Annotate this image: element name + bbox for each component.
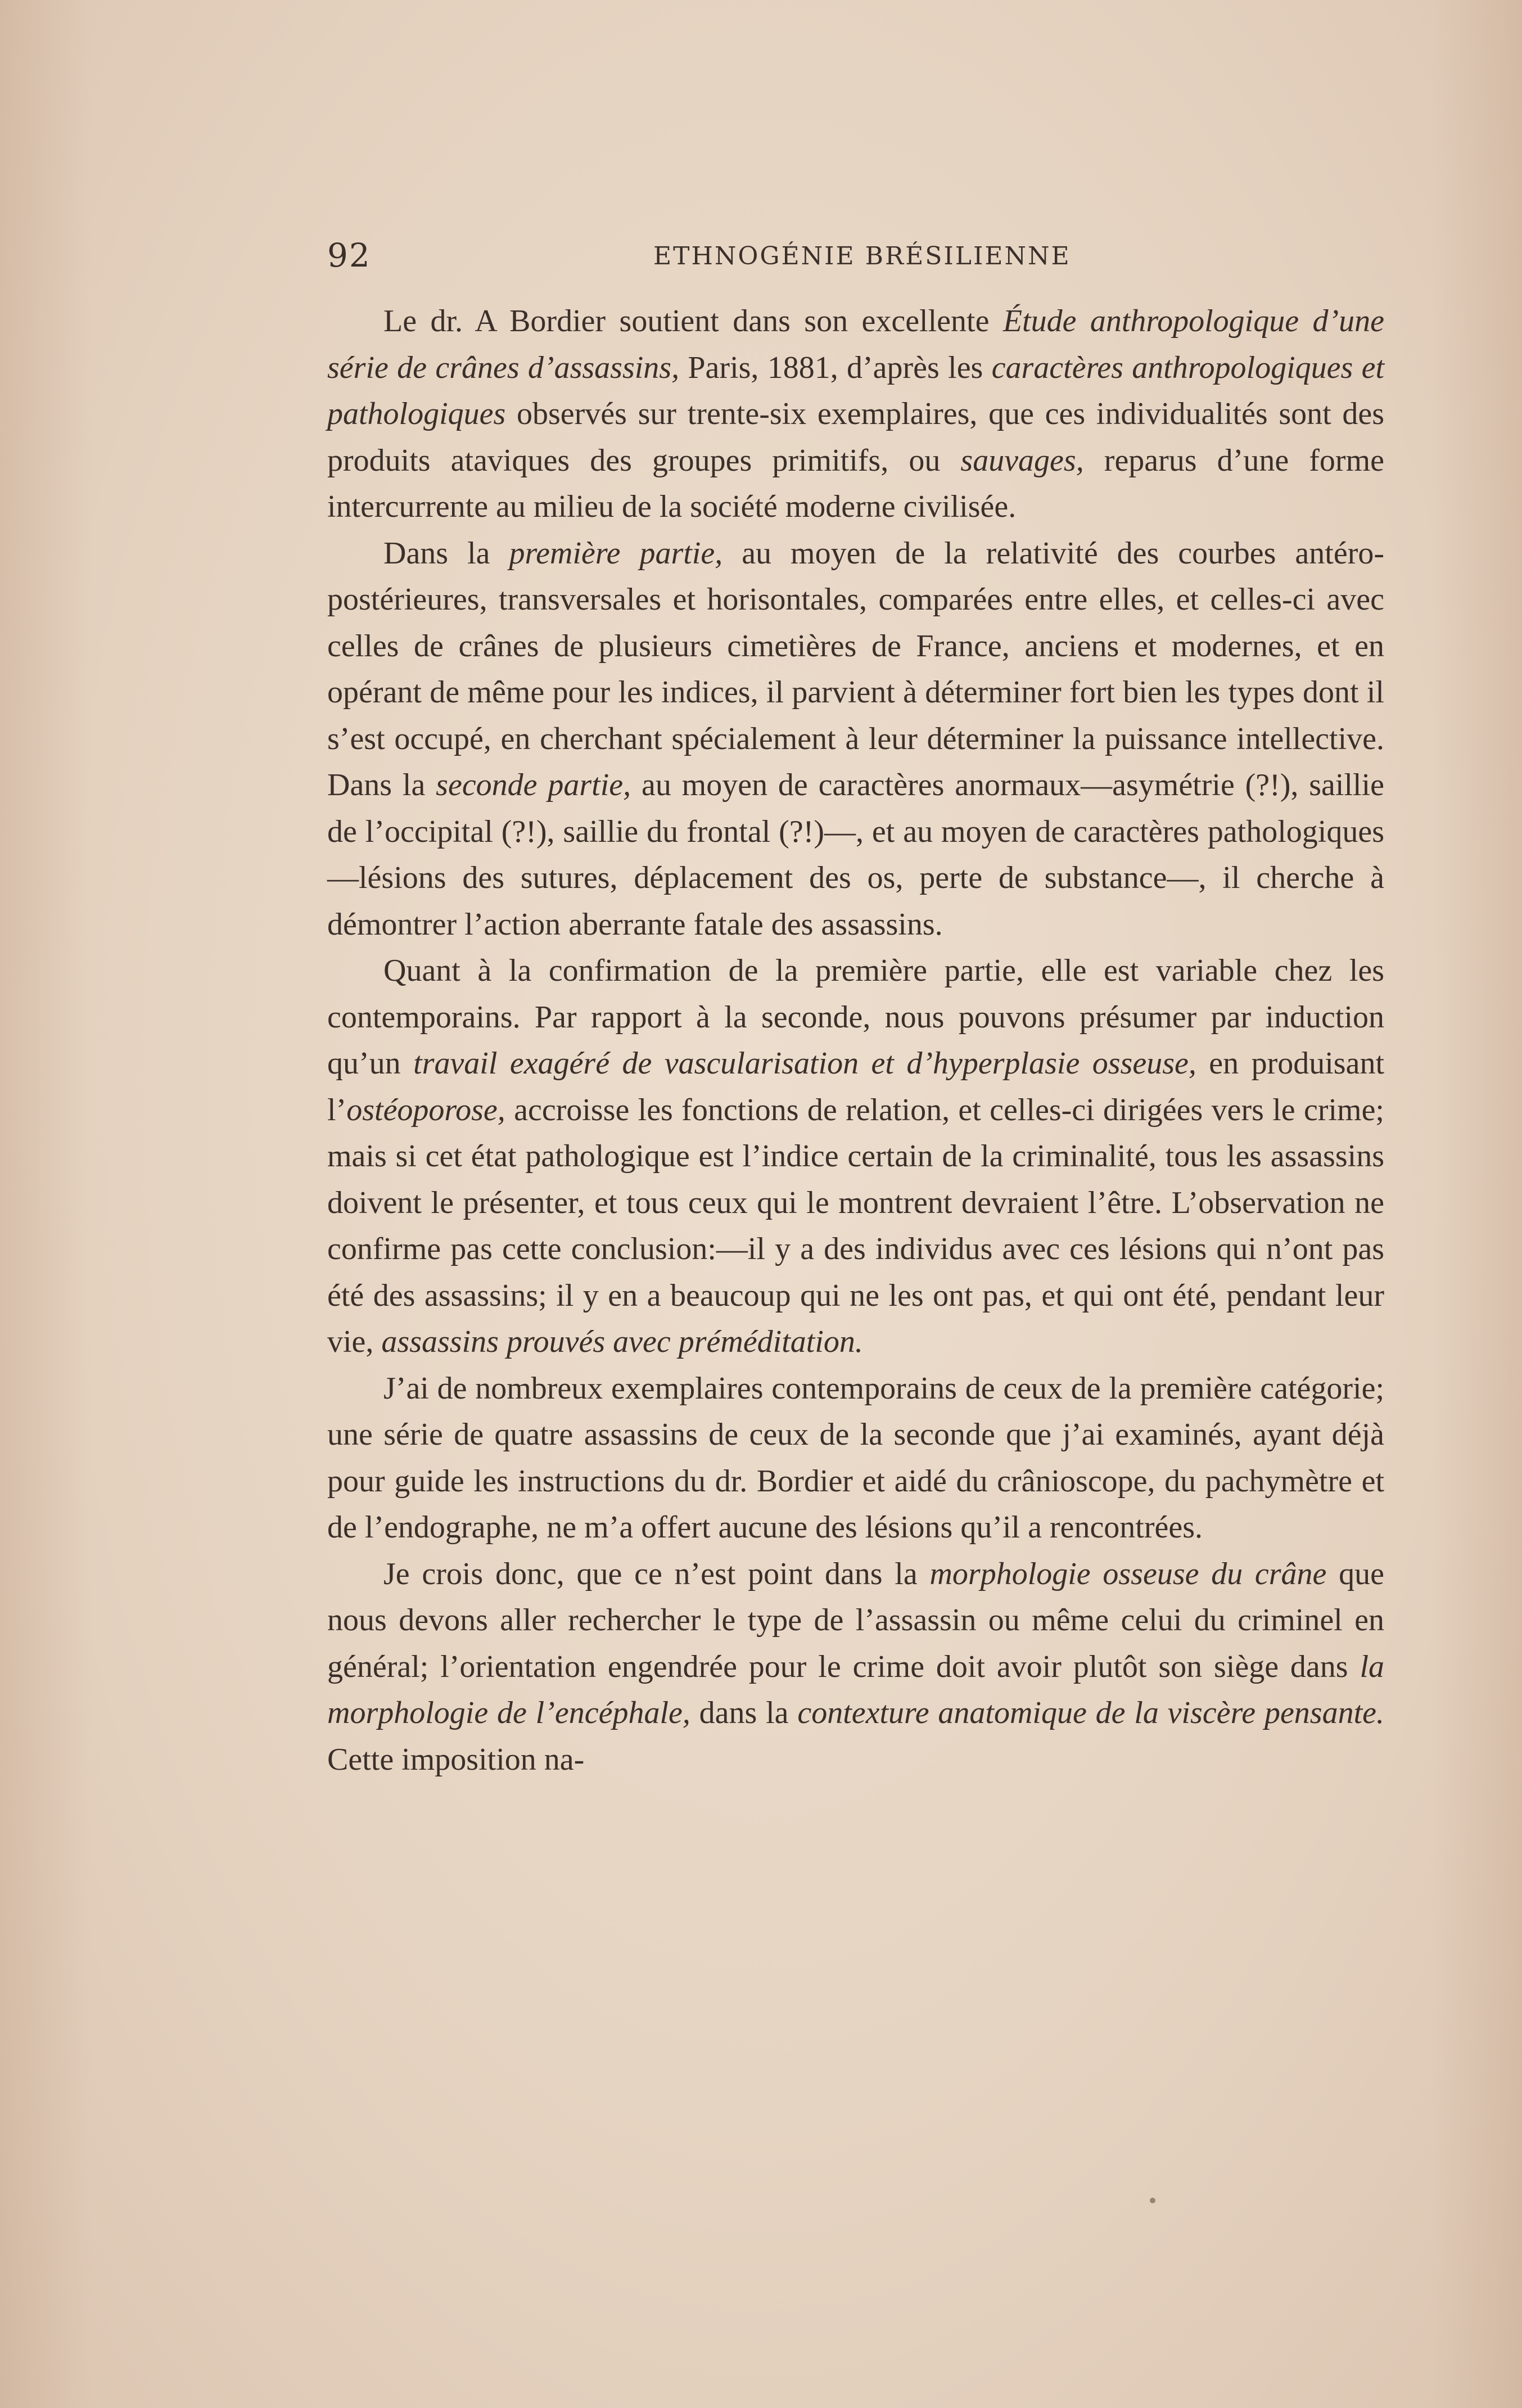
paragraph-2	[327, 530, 1384, 948]
running-title: ETHNOGÉNIE BRÉSILIENNE	[653, 242, 1071, 270]
italic-text: seconde partie,	[436, 768, 631, 802]
page-header	[327, 236, 1361, 281]
italic-text: contexture anatomique de la viscère pensante.	[797, 1695, 1384, 1730]
text-segment: en produisant l’	[327, 1046, 1385, 1128]
italic-text: première partie,	[509, 535, 723, 571]
paragraph-3	[327, 948, 1384, 1365]
text-segment: observés sur trente-six exemplaires, que ces individualités sont des produits ataviques des groupes primitifs, ou	[327, 396, 1384, 478]
italic-text: morphologie osseuse du crâne	[929, 1556, 1327, 1591]
text-segment: Cette imposition na-	[327, 1742, 585, 1777]
italic-text: assassins prouvés avec préméditation.	[381, 1324, 863, 1359]
body-text	[327, 298, 1384, 1783]
text-segment: que nous devons aller rechercher le type de l’assassin ou même celui du criminel en général; l’orientation engendrée pour le crime doit avoir plutôt son siège dans	[327, 1556, 1384, 1684]
paper-spot	[1150, 2198, 1155, 2203]
page-number: 92	[327, 236, 371, 274]
italic-title: Étude anthropologique d’une série de crânes d’assassins,	[327, 304, 1384, 385]
text-segment: Le dr. A Bordier soutient dans son excellente	[383, 304, 1003, 339]
paragraph-1	[327, 298, 1384, 530]
text-segment: accroisse les fonctions de relation, et celles-ci dirigées vers le crime; mais si cet état pathologique est l’indice certain de la criminalité, tous les assassins doivent le présenter, et tous ceux qui le montrent devraient l’être. L’observation ne confirme pas cette conclusion:—il y a des individus avec ces lésions qui n’ont pas été des assassins; il y en a beaucoup qui ne les ont pas, et qui ont été, pendant leur vie,	[327, 1092, 1384, 1359]
paragraph-5	[327, 1551, 1384, 1783]
italic-text: ostéoporose,	[346, 1092, 505, 1128]
text-segment: au moyen de la relativité des courbes antéro-postérieures, transversales et horisontales, comparées entre elles, et celles-ci avec celles de crânes de plusieurs cimetières de France, anciens et modernes, et en opérant de même pour les indices, il parvient à déterminer fort bien les types dont il s’est occupé, en cherchant spécialement à leur déterminer la puissance intellective. Dans la	[327, 535, 1384, 802]
text-segment: Quant à la confirmation de la première partie, elle est variable chez les contemporains. Par rapport à la seconde, nous pouvons présumer par induction qu’un	[327, 953, 1384, 1081]
text-segment: Je crois donc, que ce n’est point dans la	[383, 1556, 930, 1591]
text-segment: Paris, 1881, d’après les	[679, 350, 992, 385]
paragraph-4	[327, 1365, 1384, 1551]
italic-text: la morphologie de l’encéphale,	[327, 1649, 1384, 1730]
italic-text: travail exagéré de vascularisation et d’hyperplasie osseuse,	[413, 1046, 1196, 1081]
text-segment: reparus d’une forme intercurrente au milieu de la société moderne civilisée.	[327, 443, 1384, 524]
italic-text: sauvages,	[960, 443, 1084, 478]
text-segment: au moyen de caractères anormaux—asymétrie (?!), saillie de l’occipital (?!), saillie du frontal (?!)—, et au moyen de caractères pathologiques—lésions des sutures, déplacement des os, perte de substance—, il cherche à démontrer l’action aberrante fatale des assassins.	[327, 768, 1385, 942]
text-segment: Dans la	[383, 535, 509, 571]
italic-text: caractères anthropologiques et pathologiques	[327, 350, 1385, 431]
text-segment: J’ai de nombreux exemplaires contemporains de ceux de la première catégorie; une série de quatre assassins de ceux de la seconde que j’ai examinés, ayant déjà pour guide les instructions du dr. Bordier et aidé du crânioscope, du pachymètre et de l’endographe, ne m’a offert aucune des lésions qu’il a rencontrées.	[327, 1370, 1384, 1545]
text-segment: dans la	[690, 1695, 798, 1730]
